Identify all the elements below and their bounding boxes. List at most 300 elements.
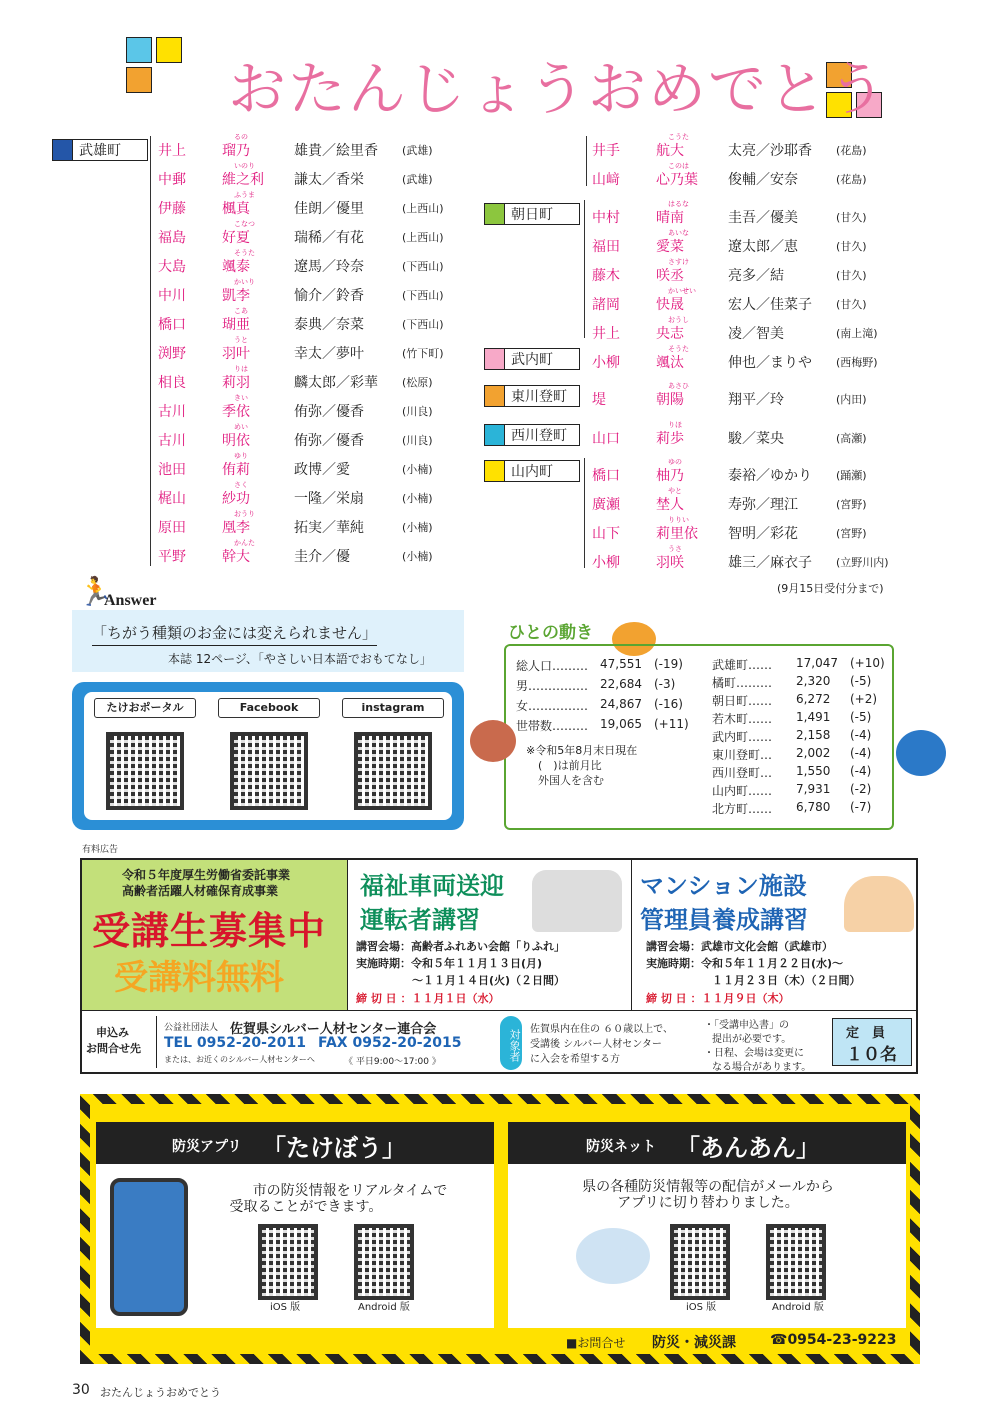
pop-value: 1,550 xyxy=(796,764,831,778)
surname: 藤木 xyxy=(592,268,620,284)
ad-big-1: 受講生募集中 xyxy=(92,909,327,953)
pop-key: 男…………… xyxy=(516,679,589,693)
birth-row xyxy=(592,200,892,229)
district-label-takeo: 武雄町 xyxy=(52,139,148,161)
district-label-takeuchi: 武内町 xyxy=(484,348,580,370)
takebou-ios-label: iOS 版 xyxy=(270,1302,301,1313)
pop-diff: (+2) xyxy=(850,692,878,706)
surname: 山口 xyxy=(592,431,620,447)
ruby: りりい xyxy=(668,516,689,524)
area: (武雄) xyxy=(402,173,433,186)
surname: 橋口 xyxy=(158,317,186,333)
surname: 相良 xyxy=(158,375,186,391)
pop-value: 19,065 xyxy=(600,717,642,731)
birth-row xyxy=(158,336,458,365)
ruby: あいな xyxy=(668,229,689,237)
birth-row xyxy=(592,316,892,345)
ruby: りは xyxy=(234,365,248,373)
pop-key: 世帯数……… xyxy=(516,719,589,733)
given-name: 咲丞 xyxy=(656,268,684,284)
pop-key: 武内町…… xyxy=(712,730,773,744)
surname: 福田 xyxy=(592,239,620,255)
birth-row xyxy=(592,421,892,450)
birth-row xyxy=(158,481,458,510)
pop-key: 武雄町…… xyxy=(712,658,773,672)
ad-org-small: 公益社団法人 xyxy=(164,1023,219,1033)
ad-org: 佐賀県シルバー人材センター連合会 xyxy=(230,1022,437,1037)
area: (松原) xyxy=(402,376,433,389)
birth-row xyxy=(592,382,892,411)
birth-row xyxy=(592,458,892,487)
answer-label: Answer xyxy=(104,592,157,609)
ruby: こうた xyxy=(668,133,689,141)
parents: 侑弥／優香 xyxy=(294,404,364,420)
birth-row xyxy=(158,423,458,452)
page-title: おたんじょうおめでとう xyxy=(228,55,889,123)
elderly-couple-icon xyxy=(844,876,914,932)
megaphone-icon xyxy=(576,1228,650,1284)
pop-diff: (-4) xyxy=(850,764,872,778)
ad-c1-line-2: 実施時期：令和５年１１月１３日(月) xyxy=(356,957,543,970)
ruby: おうし xyxy=(668,316,689,324)
ruby: うと xyxy=(234,336,248,344)
pop-key: 橘町……… xyxy=(712,676,773,690)
ruby: おうり xyxy=(234,510,255,518)
ad-target-3: に入会を希望する方 xyxy=(530,1054,620,1065)
sns-label: instagram xyxy=(342,698,444,718)
pop-diff: (-16) xyxy=(654,697,683,711)
given-name: 凰李 xyxy=(222,520,250,536)
surname: 廣瀬 xyxy=(592,497,620,513)
birth-row xyxy=(158,307,458,336)
deco-square-yellow xyxy=(156,37,182,63)
area: (川良) xyxy=(402,405,433,418)
ad-note-2: 提出が必要です。 xyxy=(712,1034,792,1045)
birth-row xyxy=(158,539,458,568)
population-note-2: ( )は前月比 xyxy=(538,759,602,772)
parents: 幸太／夢叶 xyxy=(294,346,364,362)
area: (甘久) xyxy=(836,298,867,311)
parents: 雄貴／絵里香 xyxy=(294,143,378,159)
given-name: 颯汰 xyxy=(656,355,684,371)
parents: 翔平／玲 xyxy=(728,392,784,408)
birth-row xyxy=(592,516,892,545)
ruby: うさ xyxy=(668,545,682,553)
pop-value: 6,272 xyxy=(796,692,831,706)
qr-anan-android[interactable] xyxy=(766,1224,826,1300)
parents: 雄三／麻衣子 xyxy=(728,555,812,571)
given-name: 莉歩 xyxy=(656,431,684,447)
birth-row xyxy=(158,220,458,249)
surname: 山﨑 xyxy=(592,172,620,188)
ad-contact-label-1: 申込み xyxy=(96,1026,129,1039)
birth-row xyxy=(158,133,458,162)
sns-qr-code[interactable] xyxy=(230,732,308,810)
surname: 伊藤 xyxy=(158,201,186,217)
ad-line-2: 高齢者活躍人材確保育成事業 xyxy=(122,884,279,898)
parents: 謙太／香栄 xyxy=(294,172,364,188)
pop-key: 北方町…… xyxy=(712,802,773,816)
birth-row xyxy=(158,365,458,394)
given-name: 快晟 xyxy=(656,297,684,313)
ad-tel: TEL 0952-20-2011 xyxy=(164,1035,306,1051)
given-name: 侑莉 xyxy=(222,462,250,478)
district-label-yamauchi: 山内町 xyxy=(484,460,580,482)
given-name: 羽叶 xyxy=(222,346,250,362)
ad-line-1: 令和５年度厚生労働省委託事業 xyxy=(122,868,291,882)
deco-square-orange xyxy=(126,67,152,93)
surname: 古川 xyxy=(158,404,186,420)
parents: 佳朗／優里 xyxy=(294,201,364,217)
pop-diff: (-3) xyxy=(654,677,676,691)
blue-mascot-icon xyxy=(896,730,946,776)
parents: 圭吾／優美 xyxy=(728,210,798,226)
deco-square-blue xyxy=(126,37,152,63)
area: (小楠) xyxy=(402,492,433,505)
ruby: ゆの xyxy=(668,458,682,466)
bosai-contact-dept: 防災・減災課 xyxy=(652,1335,736,1351)
ruby: きい xyxy=(234,394,248,402)
ad-note-3: ・日程、会場は変更に xyxy=(704,1048,804,1059)
qr-takebou-ios[interactable] xyxy=(258,1224,318,1300)
birth-row xyxy=(592,133,892,162)
parents: 政博／愛 xyxy=(294,462,350,478)
ruby: りほ xyxy=(668,421,682,429)
qr-takebou-android[interactable] xyxy=(354,1224,414,1300)
surname: 中川 xyxy=(158,288,186,304)
ruby: あさひ xyxy=(668,382,689,390)
given-name: 晴南 xyxy=(656,210,684,226)
population-note-3: 外国人を含む xyxy=(538,774,604,787)
district-label-higashikawanobori: 東川登町 xyxy=(484,385,580,407)
given-name: 明依 xyxy=(222,433,250,449)
area: (竹下町) xyxy=(402,347,444,360)
bosai-app-desc-2: 受取ることができます。 xyxy=(229,1199,383,1215)
birth-row xyxy=(158,394,458,423)
area: (甘久) xyxy=(836,211,867,224)
ruby: そうた xyxy=(668,345,689,353)
pop-key: 総人口……… xyxy=(516,659,589,673)
parents: 遼馬／玲奈 xyxy=(294,259,364,275)
parents: 愉介／鈴香 xyxy=(294,288,364,304)
given-name: 颯泰 xyxy=(222,259,250,275)
given-name: 瑠乃 xyxy=(222,143,250,159)
bosai-net-desc-2: アプリに切り替わりました。 xyxy=(617,1195,799,1211)
ad-target-1: 佐賀県内在住の ６０歳以上で、 xyxy=(530,1024,673,1035)
parents: 伸也／まりや xyxy=(728,355,812,371)
area: (南上滝) xyxy=(836,327,878,340)
takebou-android-label: Android 版 xyxy=(358,1302,410,1313)
ad-c1-line-1: 講習会場：高齢者ふれあい会館「りふれ」 xyxy=(356,940,565,953)
ad-hours: 《 平日9:00～17:00 》 xyxy=(344,1057,441,1067)
ad-note-4: なる場合があります。 xyxy=(712,1062,812,1073)
area: (宮野) xyxy=(836,527,867,540)
ad-fax: FAX 0952-20-2015 xyxy=(318,1035,462,1051)
sns-qr-code[interactable] xyxy=(106,732,184,810)
area: (小楠) xyxy=(402,521,433,534)
ad-c2-line-1: 講習会場：武雄市文化会館（武雄市） xyxy=(646,940,833,953)
ruby: めい xyxy=(234,423,248,431)
parents: 拓実／華純 xyxy=(294,520,364,536)
area: (下西山) xyxy=(402,289,444,302)
bosai-app-name: 「たけぼう」 xyxy=(262,1134,406,1162)
pop-value: 6,780 xyxy=(796,800,831,814)
birth-row xyxy=(592,162,892,191)
pop-diff: (-5) xyxy=(850,710,872,724)
ad-contact-label-2: お問合せ先 xyxy=(86,1042,141,1055)
pop-diff: (-5) xyxy=(850,674,872,688)
bosai-net-name: 「あんあん」 xyxy=(676,1134,820,1162)
birth-row xyxy=(158,452,458,481)
pop-diff: (-7) xyxy=(850,800,872,814)
parents: 圭介／優 xyxy=(294,549,350,565)
given-name: 瑚亜 xyxy=(222,317,250,333)
sns-label: Facebook xyxy=(218,698,320,718)
area: (高瀬) xyxy=(836,432,867,445)
pop-value: 2,158 xyxy=(796,728,831,742)
ruby: はるな xyxy=(668,200,689,208)
surname: 小柳 xyxy=(592,355,620,371)
pop-value: 22,684 xyxy=(600,677,642,691)
area: (花島) xyxy=(836,173,867,186)
birth-row xyxy=(158,249,458,278)
area: (武雄) xyxy=(402,144,433,157)
parents: 駿／菜央 xyxy=(728,431,784,447)
surname: 堤 xyxy=(592,392,606,408)
parents: 凌／智美 xyxy=(728,326,784,342)
ad-c1-line-4: 締 切 日 ：１１月１日（水） xyxy=(356,992,500,1005)
pop-value: 47,551 xyxy=(600,657,642,671)
area: (甘久) xyxy=(836,240,867,253)
ad-near: または、お近くのシルバー人材センターへ xyxy=(164,1055,315,1064)
birth-row xyxy=(158,278,458,307)
given-name: 莉里依 xyxy=(656,526,698,542)
ad-c1-title-2: 運転者講習 xyxy=(360,906,480,934)
pop-diff: (-2) xyxy=(850,782,872,796)
area: (小楠) xyxy=(402,463,433,476)
ad-c2-line-3: １１月２３日（木）（２日間） xyxy=(712,974,861,987)
given-name: 埜人 xyxy=(656,497,684,513)
ad-tag: 有料広告 xyxy=(82,845,119,855)
parents: 智明／彩花 xyxy=(728,526,798,542)
given-name: 心乃葉 xyxy=(656,172,698,188)
given-name: 航大 xyxy=(656,143,684,159)
ruby: やと xyxy=(668,487,682,495)
phone-hand-icon xyxy=(110,1178,188,1316)
pop-value: 1,491 xyxy=(796,710,831,724)
bosai-net-label: 防災ネット xyxy=(586,1139,656,1155)
bosai-net-desc-1: 県の各種防災情報等の配信がメールから xyxy=(582,1179,834,1195)
deadline-note: (9月15日受付分まで) xyxy=(777,582,884,595)
sns-label: たけおポータル xyxy=(94,698,196,718)
given-name: 柚乃 xyxy=(656,468,684,484)
pop-value: 7,931 xyxy=(796,782,831,796)
ruby: いのり xyxy=(234,162,255,170)
answer-sub: 本誌 12ページ、「やさしい日本語でおもてなし」 xyxy=(168,652,432,666)
surname: 井上 xyxy=(158,143,186,159)
given-name: 紗功 xyxy=(222,491,250,507)
given-name: 莉羽 xyxy=(222,375,250,391)
bosai-contact-tel: ☎0954-23-9223 xyxy=(770,1332,897,1348)
birth-row xyxy=(592,487,892,516)
anan-ios-label: iOS 版 xyxy=(686,1302,717,1313)
hito-title: ひとの動き xyxy=(508,623,593,643)
area: (下西山) xyxy=(402,260,444,273)
pop-value: 24,867 xyxy=(600,697,642,711)
parents: 太亮／沙耶香 xyxy=(728,143,812,159)
given-name: 好夏 xyxy=(222,230,250,246)
area: (小楠) xyxy=(402,550,433,563)
parents: 一隆／栄扇 xyxy=(294,491,364,507)
district-label-asahi: 朝日町 xyxy=(484,203,580,225)
parents: 瑞稀／有花 xyxy=(294,230,364,246)
area: (花島) xyxy=(836,144,867,157)
ad-c1-title-1: 福祉車両送迎 xyxy=(360,872,504,900)
given-name: 央志 xyxy=(656,326,684,342)
population-note-1: ※令和5年8月末日現在 xyxy=(526,744,638,757)
pop-value: 2,320 xyxy=(796,674,831,688)
ad-c2-line-2: 実施時期：令和５年１１月２２日(水)～ xyxy=(646,957,844,970)
ruby: こなつ xyxy=(234,220,255,228)
target-badge: 対象者 xyxy=(500,1016,522,1070)
sns-qr-code[interactable] xyxy=(354,732,432,810)
surname: 平野 xyxy=(158,549,186,565)
birth-row xyxy=(158,162,458,191)
birth-row xyxy=(592,229,892,258)
surname: 大島 xyxy=(158,259,186,275)
ad-c2-line-4: 締 切 日 ：１１月９日（木） xyxy=(646,992,790,1005)
surname: 古川 xyxy=(158,433,186,449)
ad-c2-title-2: 管理員養成講習 xyxy=(640,906,808,934)
capacity-value: １０名 xyxy=(846,1045,897,1065)
surname: 池田 xyxy=(158,462,186,478)
area: (踊瀬) xyxy=(836,469,867,482)
area: (西梅野) xyxy=(836,356,878,369)
ruby: そうた xyxy=(234,249,255,257)
ad-target-2: 受講後 シルバー人材センター xyxy=(530,1039,662,1050)
surname: 橋口 xyxy=(592,468,620,484)
pop-value: 17,047 xyxy=(796,656,838,670)
pop-key: 若木町…… xyxy=(712,712,773,726)
area: (宮野) xyxy=(836,498,867,511)
pop-diff: (-4) xyxy=(850,746,872,760)
answer-main: 「ちがう種類のお金には変えられません」 xyxy=(92,622,377,646)
surname: 井上 xyxy=(592,326,620,342)
ruby: さく xyxy=(234,481,248,489)
birth-row xyxy=(592,345,892,374)
pop-key: 朝日町…… xyxy=(712,694,773,708)
parents: 寿弥／理江 xyxy=(728,497,798,513)
ruby: ふうま xyxy=(234,191,255,199)
parents: 麟太郎／彩華 xyxy=(294,375,378,391)
wheelchair-car-icon xyxy=(532,870,622,932)
birth-row xyxy=(592,287,892,316)
pop-diff: (+10) xyxy=(850,656,885,670)
surname: 諸岡 xyxy=(592,297,620,313)
bosai-app-label: 防災アプリ xyxy=(172,1139,242,1155)
given-name: 凱李 xyxy=(222,288,250,304)
anan-android-label: Android 版 xyxy=(772,1302,824,1313)
area: (内田) xyxy=(836,393,867,406)
ruby: かいり xyxy=(234,278,255,286)
surname: 山下 xyxy=(592,526,620,542)
surname: 福島 xyxy=(158,230,186,246)
surname: 梶山 xyxy=(158,491,186,507)
district-label-nishikawanobori: 西川登町 xyxy=(484,424,580,446)
parents: 亮多／結 xyxy=(728,268,784,284)
surname: 中村 xyxy=(592,210,620,226)
birth-row xyxy=(158,510,458,539)
ruby: このは xyxy=(668,162,689,170)
boar-mascot-icon xyxy=(470,720,516,762)
surname: 井手 xyxy=(592,143,620,159)
pop-diff: (+11) xyxy=(654,717,689,731)
qr-anan-ios[interactable] xyxy=(670,1224,730,1300)
birth-row xyxy=(592,258,892,287)
answer-box xyxy=(72,610,464,672)
surname: 中郵 xyxy=(158,172,186,188)
parents: 泰裕／ゆかり xyxy=(728,468,812,484)
pop-key: 東川登町… xyxy=(712,748,773,762)
ruby: るの xyxy=(234,133,248,141)
pop-diff: (-19) xyxy=(654,657,683,671)
given-name: 羽咲 xyxy=(656,555,684,571)
given-name: 幹大 xyxy=(222,549,250,565)
area: (下西山) xyxy=(402,318,444,331)
area: (川良) xyxy=(402,434,433,447)
ruby: かいせい xyxy=(668,287,696,295)
pop-key: 西川登町… xyxy=(712,766,773,780)
ad-note-1: ・「受講申込書」の xyxy=(704,1020,789,1031)
parents: 遼太郎／恵 xyxy=(728,239,798,255)
pop-key: 女…………… xyxy=(516,699,589,713)
area: (上西山) xyxy=(402,202,444,215)
ad-c2-title-1: マンション施設 xyxy=(640,872,807,900)
given-name: 愛菜 xyxy=(656,239,684,255)
pop-diff: (-4) xyxy=(850,728,872,742)
ruby: こあ xyxy=(234,307,248,315)
given-name: 朝陽 xyxy=(656,392,684,408)
surname: 小柳 xyxy=(592,555,620,571)
footer-page: 30 xyxy=(72,1382,90,1398)
area: (立野川内) xyxy=(836,556,889,569)
capacity-label: 定 員 xyxy=(846,1026,886,1041)
area: (上西山) xyxy=(402,231,444,244)
ruby: ゆり xyxy=(234,452,248,460)
given-name: 季依 xyxy=(222,404,250,420)
ruby: さすけ xyxy=(668,258,689,266)
ruby: かんた xyxy=(234,539,255,547)
pop-value: 2,002 xyxy=(796,746,831,760)
pop-key: 山内町…… xyxy=(712,784,773,798)
bosai-app-desc-1: 市の防災情報をリアルタイムで xyxy=(252,1183,448,1199)
given-name: 維之利 xyxy=(222,172,264,188)
footer-title: おたんじょうおめでとう xyxy=(100,1386,221,1399)
surname: 原田 xyxy=(158,520,186,536)
parents: 宏人／佳菜子 xyxy=(728,297,812,313)
birth-row xyxy=(592,545,892,574)
area: (甘久) xyxy=(836,269,867,282)
running-person-icon: 🏃 xyxy=(78,575,113,608)
ad-big-2: 受講料無料 xyxy=(114,958,284,998)
birth-row xyxy=(158,191,458,220)
bosai-contact-label: ■お問合せ xyxy=(566,1336,626,1350)
parents: 侑弥／優香 xyxy=(294,433,364,449)
parents: 俊輔／安奈 xyxy=(728,172,798,188)
parents: 泰典／奈菜 xyxy=(294,317,364,333)
ad-c1-line-3: ～１１月１４日(火)（２日間） xyxy=(412,974,566,987)
surname: 渕野 xyxy=(158,346,186,362)
